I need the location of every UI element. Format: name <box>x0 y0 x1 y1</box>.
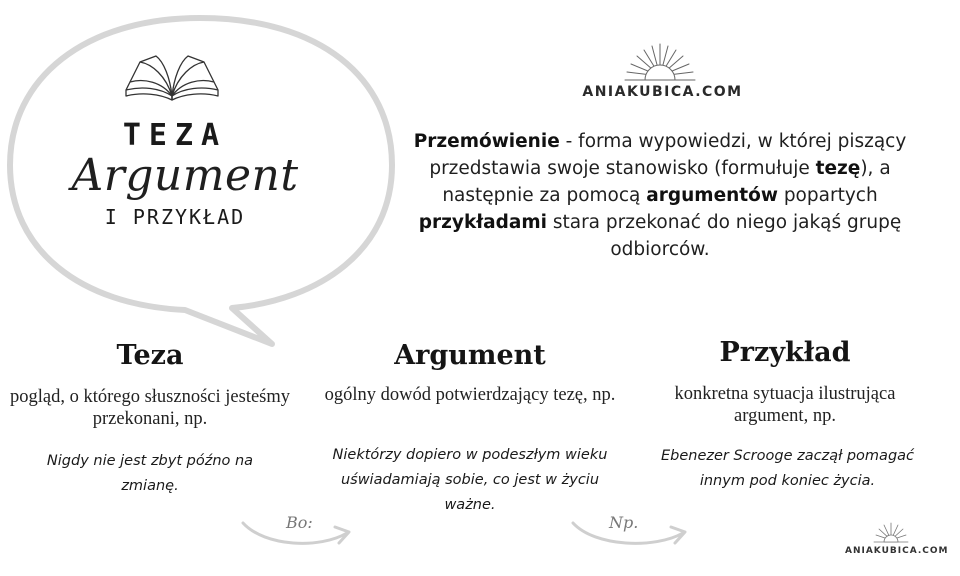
title-argument: Argument <box>71 150 299 201</box>
heading-argument: Argument <box>394 340 546 371</box>
definition-bold-przyklady: przykładami <box>418 212 547 233</box>
connector-np: Np. <box>609 513 639 532</box>
heading-przyklad: Przykład <box>719 337 851 368</box>
definition-bold-teza: tezę <box>815 158 861 179</box>
connector-bo: Bo: <box>286 513 313 532</box>
definition-text-3: popartych <box>777 185 878 206</box>
sunrise-icon <box>870 520 912 544</box>
description-argument: ogólny dowód potwierdzający tezę, np. <box>324 385 616 405</box>
description-przyklad: konkretna sytuacja ilustrująca argument, np. <box>674 384 896 426</box>
definition-text-1: - forma wypowiedzi, w której piszący przedstawia swoje stanowisko (formułuje <box>429 131 907 179</box>
description-teza: pogląd, o którego słuszności jesteśmy przekonani, np. <box>9 387 291 429</box>
title-przyklad: I PRZYKŁAD <box>104 205 246 229</box>
brand-name-top: ANIAKUBICA.COM <box>582 84 743 100</box>
definition-text-4: stara przekonać do niego jakąś grupę odbiorców. <box>546 212 902 260</box>
definition-term: Przemówienie <box>413 131 560 152</box>
example-argument: Niektórzy dopiero w podeszłym wieku uświadamiają sobie, co jest w życiu ważne. <box>332 447 608 513</box>
title-teza: TEZA <box>122 118 228 153</box>
definition-bold-argumenty: argumentów <box>646 185 778 206</box>
definition-paragraph <box>405 128 915 263</box>
example-przyklad: Ebenezer Scrooge zaczął pomagać innym pod koniec życia. <box>661 448 914 489</box>
heading-teza: Teza <box>116 340 184 371</box>
example-teza: Nigdy nie jest zbyt późno na zmianę. <box>46 453 254 494</box>
open-book-icon <box>122 52 222 104</box>
sunrise-icon <box>615 36 705 84</box>
definition-text-2: ), a następnie za pomocą <box>442 158 891 206</box>
brand-name-bottom: ANIAKUBICA.COM <box>845 546 949 556</box>
